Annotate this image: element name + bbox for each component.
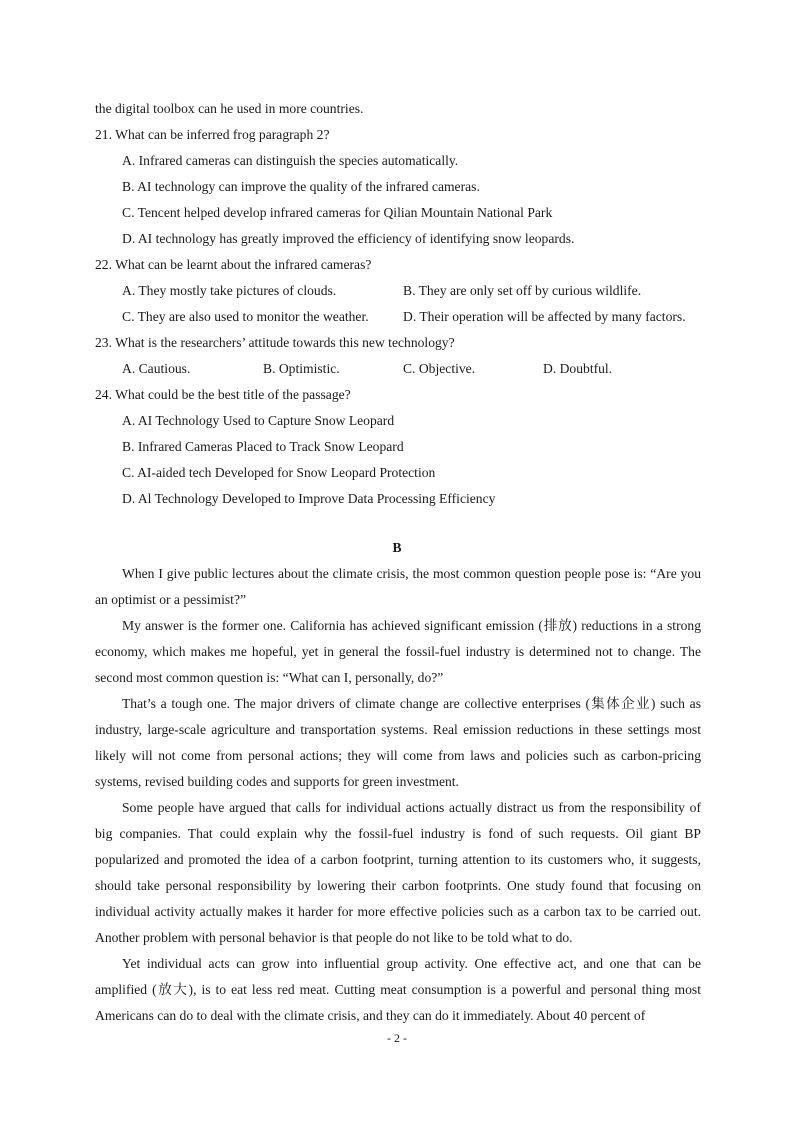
section-b-title: B	[392, 540, 402, 555]
question-21-option-a: A. Infrared cameras can distinguish the species automatically.	[122, 153, 459, 168]
question-24-option-b: B. Infrared Cameras Placed to Track Snow Leopard	[122, 439, 404, 454]
question-22-option-a: A. They mostly take pictures of clouds.	[122, 283, 337, 298]
passage-paragraph-3: That’s a tough one. The major drivers of climate change are collective enterprises (集体企业) such as industry, large-scale agriculture and transportation systems. Real emission reductions in these settings most likely will not come from personal actions; they will come from laws and policies such as carbon-pricing systems, revised building codes and supports for green investment.	[95, 696, 701, 789]
question-22-stem: 22. What can be learnt about the infrared cameras?	[95, 257, 372, 272]
question-21-option-b: B. AI technology can improve the quality of the infrared cameras.	[122, 179, 480, 194]
question-24-option-c: C. AI-aided tech Developed for Snow Leopard Protection	[122, 465, 436, 480]
question-24-option-a: A. AI Technology Used to Capture Snow Leopard	[122, 413, 395, 428]
question-22-option-d: D. Their operation will be affected by many factors.	[403, 309, 686, 324]
question-23-option-b: B. Optimistic.	[263, 361, 340, 376]
passage-paragraph-1: When I give public lectures about the climate crisis, the most common question people pose is: “Are you an optimist or a pessimist?”	[95, 566, 701, 607]
passage-paragraph-5: Yet individual acts can grow into influential group activity. One effective act, and one that can be amplified (放大), is to eat less red meat. Cutting meat consumption is a powerful and personal thing most Americans can do to deal with the climate crisis, and they can do it immediately. About 40 percent of	[95, 956, 701, 1023]
question-22-option-b: B. They are only set off by curious wildlife.	[403, 283, 642, 298]
question-23-option-c: C. Objective.	[403, 361, 476, 376]
passage-paragraph-2: My answer is the former one. California has achieved significant emission (排放) reductions in a strong economy, which makes me hopeful, yet in general the fossil-fuel industry is determined not to change. The second most common question is: “What can I, personally, do?”	[95, 618, 701, 685]
passage-paragraph-4: Some people have argued that calls for individual actions actually distract us from the responsibility of big companies. That could explain why the fossil-fuel industry is fond of such requests. Oil giant BP popularized and promoted the idea of a carbon footprint, turning attention to its customers who, it suggests, should take personal responsibility by lowering their carbon footprints. One study found that focusing on individual activity actually makes it harder for more effective policies such as a carbon tax to be carried out. Another problem with personal behavior is that people do not like to be told what to do.	[95, 800, 701, 945]
question-23-option-a: A. Cautious.	[122, 361, 191, 376]
question-22-option-c: C. They are also used to monitor the weather.	[122, 309, 369, 324]
question-21-option-c: C. Tencent helped develop infrared cameras for Qilian Mountain National Park	[122, 205, 553, 220]
page-number: - 2 -	[387, 1031, 407, 1045]
question-21-option-d: D. AI technology has greatly improved the efficiency of identifying snow leopards.	[122, 231, 575, 246]
question-24-stem: 24. What could be the best title of the passage?	[95, 387, 351, 402]
question-21-stem: 21. What can be inferred frog paragraph 2?	[95, 127, 330, 142]
question-23-stem: 23. What is the researchers’ attitude towards this new technology?	[95, 335, 455, 350]
question-24-option-d: D. Al Technology Developed to Improve Data Processing Efficiency	[122, 491, 496, 506]
intro-line: the digital toolbox can he used in more countries.	[95, 101, 364, 116]
question-23-option-d: D. Doubtful.	[543, 361, 613, 376]
